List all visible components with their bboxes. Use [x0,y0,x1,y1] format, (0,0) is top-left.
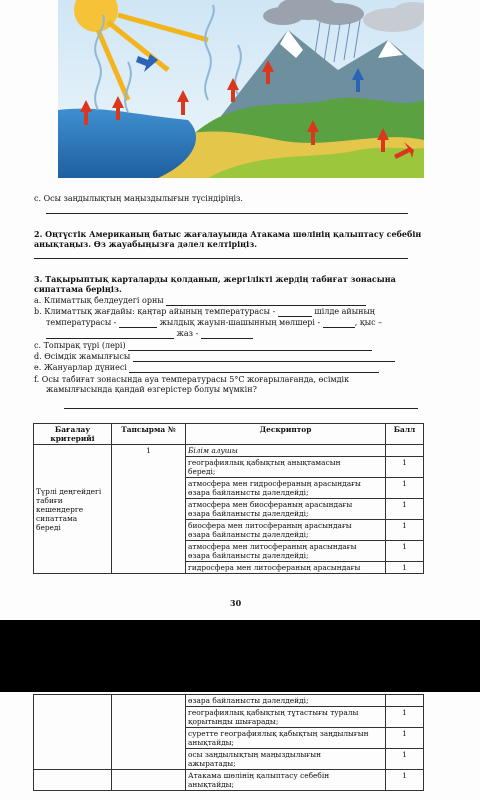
descriptor-subheader: Білім алушы [186,445,386,457]
item-c [34,341,372,351]
item-f-line1: f. Осы табиғат зонасында ауа температурасы 5°C жоғарылағанда, өсімдік [34,375,350,384]
item-b-text: температурасы - [46,318,117,327]
blank-field[interactable] [128,342,372,351]
table-row: атмосфера мен гидросфераның арасындағы өзара байланысты дәлелдейді; 1 [34,478,424,499]
item-a-label: a. Климаттық белдеудегі орны [34,296,164,305]
rubric-header-row [34,424,424,445]
item-e [34,363,379,373]
page-number: 30 [230,598,242,608]
item-b-label: b. Климаттық жағдайы: қаңтар айының температурасы - [34,307,276,316]
question-3-line1: 3. Тақырыптық карталарды қолданып, жергілікті жердің табиғат зонасына [34,274,396,284]
task-number: 1 [146,446,151,455]
header-score: Балл [386,424,424,445]
item-c-text: c. Осы заңдылықтың маңыздылығын түсіндіріңіз. [34,194,243,203]
table-row: суретте географиялық қабықтың заңдылығын анықтайды; 1 [34,728,424,749]
water-cycle-illustration [58,0,424,178]
question-3-line2: сипаттама беріңіз. [34,284,122,294]
item-b-text: жылдық жауын-шашынның мөлшері - [159,318,321,327]
item-e-label: e. Жануарлар дүниесі [34,363,127,372]
blank-field[interactable] [119,319,157,328]
table-row: географиялық қабықтың анықтамасын береді; 1 [34,457,424,478]
item-b-text: жаз - [176,329,199,338]
table-row: биосфера мен литосфераның арасындағы өзара байланысты дәлелдейді; 1 [34,520,424,541]
page-separator [0,620,480,692]
item-b-line1 [34,307,375,317]
assessment-rubric-table-continued [33,694,424,791]
table-row: өзара байланысты дәлелдейді; [34,695,424,707]
header-criteria: Бағалау критерийі [34,424,112,445]
table-row: Атакама шөлінің қалыптасу себебін анықтайды; 1 [34,770,424,791]
criterion-cell: Түрлі деңгейдегі табиғи кешендерге сипаттама береді [34,445,112,574]
rubric-subheader-row [34,445,424,457]
item-a [34,296,366,306]
question-2-line1: 2. Оңтүстік Американың батыс жағалауында Атакама шөлінің қалыптасу себебін [34,229,422,239]
blank-field[interactable] [46,330,174,339]
blank-field[interactable] [166,297,366,306]
item-b-line2 [46,318,382,328]
item-f-line2: жамылғысында қандай өзгерістер болуы мүмкін? [46,385,257,394]
answer-line[interactable] [64,408,418,409]
blank-field[interactable] [133,353,395,362]
answer-line[interactable] [46,213,408,214]
item-b-line3 [46,329,253,339]
blank-field[interactable] [129,364,379,373]
table-row: географиялық қабықтың тұтастығы туралы қорытынды шығарады; 1 [34,707,424,728]
blank-field[interactable] [278,308,312,317]
answer-line[interactable] [34,258,408,259]
header-descriptor: Дескриптор [186,424,386,445]
blank-field[interactable] [201,330,253,339]
textbook-page-continued [0,692,480,800]
table-row: гидросфера мен литосфераның арасындағы 1 [34,562,424,574]
table-row: осы заңдылықтың маңыздылығын ажыратады; 1 [34,749,424,770]
question-2-line2: анықтаңыз. Өз жауабыңызға дәлел келтіріңіз. [34,239,257,249]
header-task: Тапсырма № [112,424,186,445]
table-row: атмосфера мен биосфераның арасындағы өзара байланысты дәлелдейді; 1 [34,499,424,520]
blank-field[interactable] [323,319,355,328]
item-b-text: шілде айының [314,307,375,316]
item-d-label: d. Өсімдік жамылғысы [34,352,131,361]
table-row: атмосфера мен литосфераның арасындағы өзара байланысты дәлелдейді; 1 [34,541,424,562]
item-c-label: c. Топырақ түрі (лері) [34,341,126,350]
item-b-text: , қыс – [354,318,383,327]
assessment-rubric-table [33,423,424,574]
task-number-cell [112,445,186,574]
item-d [34,352,395,362]
